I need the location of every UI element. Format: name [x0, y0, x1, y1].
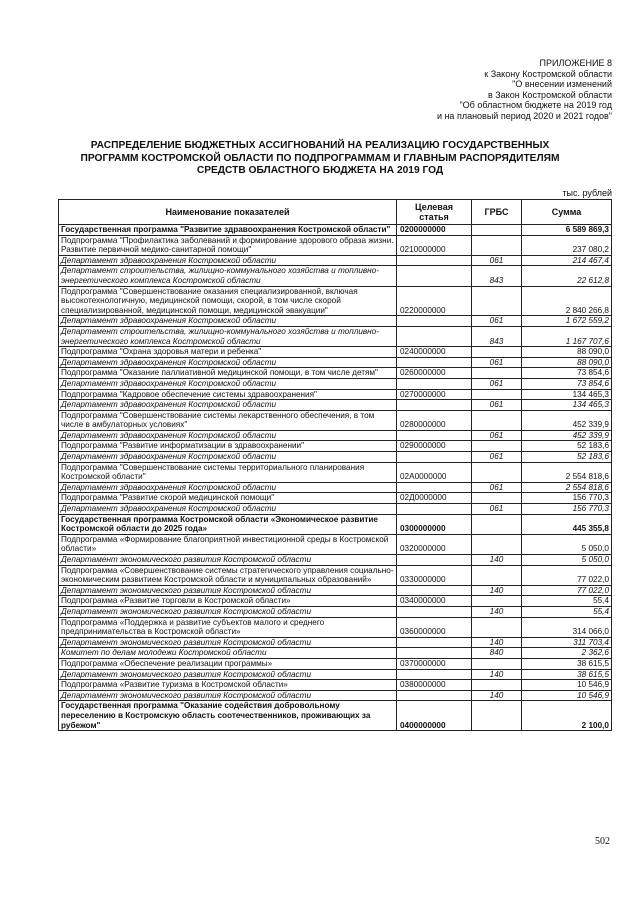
cell-sum: 10 546,9 [522, 690, 612, 701]
table-row [59, 596, 612, 607]
table-row [59, 225, 612, 236]
cell-grbs: 140 [472, 690, 522, 701]
cell-sum: 2 362,6 [522, 648, 612, 659]
cell-grbs: 061 [472, 482, 522, 493]
cell-sum: 38 615,5 [522, 669, 612, 680]
cell-grbs: 843 [472, 326, 522, 346]
cell-name: Подпрограмма «Развитие торговли в Костромской области» [59, 596, 397, 607]
cell-grbs: 843 [472, 266, 522, 286]
cell-sum: 73 854,6 [522, 368, 612, 379]
appendix-block [312, 58, 612, 122]
cell-sum: 10 546,9 [522, 680, 612, 691]
cell-code: 0290000000 [397, 441, 472, 452]
cell-sum: 2 840 266,8 [522, 286, 612, 316]
table-row [59, 555, 612, 566]
table-row [59, 669, 612, 680]
cell-sum: 445 355,8 [522, 514, 612, 534]
cell-sum: 5 050,0 [522, 534, 612, 554]
cell-code: 0300000000 [397, 514, 472, 534]
cell-code [397, 316, 472, 327]
cell-grbs: 061 [472, 504, 522, 515]
cell-sum: 214 467,4 [522, 255, 612, 266]
cell-name: Департамент строительства, жилищно-коммунального хозяйства и топливно-энергетического комплекса Костромской области [59, 266, 397, 286]
table-row [59, 357, 612, 368]
cell-grbs [472, 565, 522, 585]
header-code: Целевая статья [397, 200, 472, 225]
cell-grbs [472, 462, 522, 482]
cell-grbs [472, 347, 522, 358]
cell-name: Департамент экономического развития Костромской области [59, 690, 397, 701]
cell-code: 0270000000 [397, 389, 472, 400]
cell-grbs [472, 441, 522, 452]
table-row [59, 326, 612, 346]
cell-name: Подпрограмма «Поддержка и развитие субъектов малого и среднего предпринимательства в Костромской области» [59, 617, 397, 637]
table-row [59, 255, 612, 266]
cell-name: Департамент здравоохранения Костромской области [59, 400, 397, 411]
table-row [59, 680, 612, 691]
cell-name: Подпрограмма "Кадровое обеспечение системы здравоохранения" [59, 389, 397, 400]
cell-name: Департамент здравоохранения Костромской области [59, 316, 397, 327]
cell-sum: 452 339,9 [522, 410, 612, 430]
cell-name: Департамент экономического развития Костромской области [59, 585, 397, 596]
cell-code: 02А0000000 [397, 462, 472, 482]
table-row [59, 400, 612, 411]
cell-code: 0220000000 [397, 286, 472, 316]
cell-code: 0330000000 [397, 565, 472, 585]
cell-name: Подпрограмма "Совершенствование оказания специализированной, включая высокотехнологичную, медицинской помощи, скорой, в том числе скорой специализированной, медицинской помощи, медицинской эвакуации" [59, 286, 397, 316]
cell-code: 0260000000 [397, 368, 472, 379]
cell-code [397, 504, 472, 515]
cell-grbs: 140 [472, 555, 522, 566]
cell-sum: 88 090,0 [522, 357, 612, 368]
cell-sum: 73 854,6 [522, 378, 612, 389]
cell-grbs [472, 514, 522, 534]
cell-name: Департамент экономического развития Костромской области [59, 637, 397, 648]
table-row [59, 493, 612, 504]
cell-name: Департамент здравоохранения Костромской области [59, 430, 397, 441]
cell-grbs: 840 [472, 648, 522, 659]
cell-sum: 55,4 [522, 606, 612, 617]
cell-sum: 77 022,0 [522, 585, 612, 596]
cell-name: Подпрограмма "Развитие скорой медицинской помощи" [59, 493, 397, 504]
cell-grbs [472, 235, 522, 255]
cell-sum: 2 554 818,6 [522, 482, 612, 493]
cell-name: Департамент здравоохранения Костромской области [59, 378, 397, 389]
cell-code [397, 266, 472, 286]
cell-name: Подпрограмма "Совершенствование системы территориального планирования Костромской области" [59, 462, 397, 482]
cell-name: Комитет по делам молодежи Костромской области [59, 648, 397, 659]
unit-label: тыс. рублей [562, 188, 612, 198]
table-header-row [59, 200, 612, 225]
cell-grbs: 140 [472, 669, 522, 680]
cell-sum: 156 770,3 [522, 504, 612, 515]
cell-grbs: 140 [472, 637, 522, 648]
cell-code [397, 648, 472, 659]
cell-name: Департамент здравоохранения Костромской области [59, 255, 397, 266]
table-row [59, 585, 612, 596]
cell-sum: 156 770,3 [522, 493, 612, 504]
table-row [59, 637, 612, 648]
table-body [59, 225, 612, 731]
cell-name: Департамент экономического развития Костромской области [59, 555, 397, 566]
cell-sum: 1 672 559,2 [522, 316, 612, 327]
cell-grbs: 061 [472, 452, 522, 463]
cell-code [397, 555, 472, 566]
cell-sum: 88 090,0 [522, 347, 612, 358]
cell-name: Департамент здравоохранения Костромской области [59, 452, 397, 463]
cell-sum: 237 080,2 [522, 235, 612, 255]
cell-sum: 452 339,9 [522, 430, 612, 441]
cell-code: 0210000000 [397, 235, 472, 255]
cell-name: Департамент экономического развития Костромской области [59, 606, 397, 617]
title-line: РАСПРЕДЕЛЕНИЕ БЮДЖЕТНЫХ АССИГНОВАНИЙ НА РЕАЛИЗАЦИЮ ГОСУДАРСТВЕННЫХ [90, 140, 550, 151]
cell-name: Подпрограмма "Профилактика заболеваний и формирование здорового образа жизни. Развитие первичной медико-санитарной помощи" [59, 235, 397, 255]
cell-grbs [472, 534, 522, 554]
table-row [59, 565, 612, 585]
cell-code: 0400000000 [397, 701, 472, 731]
table-row [59, 606, 612, 617]
cell-code [397, 606, 472, 617]
table-row [59, 266, 612, 286]
cell-code [397, 255, 472, 266]
cell-grbs [472, 680, 522, 691]
cell-name: Государственная программа "Оказание содействия добровольному переселению в Костромскую область соотечественников, проживающих за рубежом" [59, 701, 397, 731]
cell-code [397, 452, 472, 463]
appendix-line: и на плановый период 2020 и 2021 годов" [436, 110, 612, 121]
cell-code [397, 357, 472, 368]
table-row [59, 347, 612, 358]
table-row [59, 235, 612, 255]
table-row [59, 316, 612, 327]
title-line: ПРОГРАММ КОСТРОМСКОЙ ОБЛАСТИ ПО ПОДПРОГРАММАМ И ГЛАВНЫМ РАСПОРЯДИТЕЛЯМ [80, 152, 560, 164]
cell-sum: 6 589 869,3 [522, 225, 612, 236]
cell-name: Подпрограмма "Охрана здоровья матери и ребенка" [59, 347, 397, 358]
cell-name: Государственная программа Костромской области «Экономическое развитие Костромской области до 2025 года» [59, 514, 397, 534]
cell-grbs: 061 [472, 316, 522, 327]
cell-code [397, 482, 472, 493]
cell-code [397, 585, 472, 596]
appendix-line: в Закон Костромской области [487, 89, 612, 100]
cell-grbs [472, 596, 522, 607]
cell-code: 0320000000 [397, 534, 472, 554]
table-row [59, 378, 612, 389]
cell-code [397, 326, 472, 346]
cell-grbs: 140 [472, 585, 522, 596]
appendix-line: ПРИЛОЖЕНИЕ 8 [539, 58, 612, 68]
cell-code: 0370000000 [397, 658, 472, 669]
table-row [59, 286, 612, 316]
cell-code: 0280000000 [397, 410, 472, 430]
cell-code: 02Д0000000 [397, 493, 472, 504]
cell-grbs [472, 410, 522, 430]
title-line: СРЕДСТВ ОБЛАСТНОГО БЮДЖЕТА НА 2019 ГОД [196, 165, 444, 177]
cell-code [397, 400, 472, 411]
cell-grbs: 061 [472, 430, 522, 441]
cell-grbs [472, 368, 522, 379]
header-sum: Сумма [522, 200, 612, 225]
cell-code: 0360000000 [397, 617, 472, 637]
cell-code: 0240000000 [397, 347, 472, 358]
cell-code: 0340000000 [397, 596, 472, 607]
table-row [59, 658, 612, 669]
cell-grbs [472, 617, 522, 637]
header-grbs: ГРБС [472, 200, 522, 225]
cell-grbs [472, 389, 522, 400]
cell-sum: 5 050,0 [522, 555, 612, 566]
cell-code [397, 669, 472, 680]
cell-name: Подпрограмма «Обеспечение реализации программы» [59, 658, 397, 669]
cell-name: Департамент экономического развития Костромской области [59, 669, 397, 680]
cell-grbs: 061 [472, 378, 522, 389]
page-number: 502 [595, 836, 610, 847]
cell-name: Государственная программа "Развитие здравоохранения Костромской области" [59, 225, 397, 236]
table-row [59, 441, 612, 452]
table-row [59, 462, 612, 482]
cell-sum: 134 465,3 [522, 389, 612, 400]
cell-code [397, 378, 472, 389]
table-row [59, 389, 612, 400]
cell-name: Департамент здравоохранения Костромской области [59, 504, 397, 515]
cell-sum: 314 066,0 [522, 617, 612, 637]
table-row [59, 701, 612, 731]
cell-sum: 52 183,6 [522, 452, 612, 463]
table-row [59, 482, 612, 493]
cell-sum: 52 183,6 [522, 441, 612, 452]
table-row [59, 430, 612, 441]
cell-grbs [472, 493, 522, 504]
budget-table [58, 199, 612, 731]
cell-code: 0200000000 [397, 225, 472, 236]
cell-sum: 2 554 818,6 [522, 462, 612, 482]
cell-grbs: 061 [472, 255, 522, 266]
cell-name: Подпрограмма "Оказание паллиативной медицинской помощи, в том числе детям" [59, 368, 397, 379]
appendix-line: "О внесении изменений [512, 79, 612, 90]
table-row [59, 617, 612, 637]
cell-grbs: 061 [472, 357, 522, 368]
cell-name: Подпрограмма «Формирование благоприятной инвестиционной среды в Костромской области» [59, 534, 397, 554]
cell-code [397, 637, 472, 648]
appendix-line: к Закону Костромской области [484, 68, 612, 79]
cell-sum: 38 615,5 [522, 658, 612, 669]
cell-name: Департамент строительства, жилищно-коммунального хозяйства и топливно-энергетического комплекса Костромской области [59, 326, 397, 346]
table-row [59, 452, 612, 463]
document-title [40, 140, 600, 178]
cell-code: 0380000000 [397, 680, 472, 691]
table-row [59, 690, 612, 701]
table-row [59, 514, 612, 534]
cell-sum: 2 100,0 [522, 701, 612, 731]
cell-grbs: 061 [472, 400, 522, 411]
cell-name: Подпрограмма «Совершенствование системы стратегического управления социально-экономическим развитием Костромской области и муниципальных образований» [59, 565, 397, 585]
cell-grbs: 140 [472, 606, 522, 617]
header-name: Наименование показателей [59, 200, 397, 225]
cell-grbs [472, 286, 522, 316]
cell-code [397, 690, 472, 701]
cell-name: Департамент здравоохранения Костромской области [59, 357, 397, 368]
cell-grbs [472, 701, 522, 731]
table-row [59, 648, 612, 659]
cell-sum: 55,4 [522, 596, 612, 607]
cell-sum: 77 022,0 [522, 565, 612, 585]
cell-sum: 22 612,8 [522, 266, 612, 286]
cell-sum: 1 167 707,6 [522, 326, 612, 346]
table-row [59, 410, 612, 430]
table-row [59, 368, 612, 379]
cell-name: Подпрограмма "Развитие информатизации в здравоохранении" [59, 441, 397, 452]
cell-name: Подпрограмма «Развитие туризма в Костромской области» [59, 680, 397, 691]
cell-code [397, 430, 472, 441]
cell-grbs [472, 225, 522, 236]
cell-name: Департамент здравоохранения Костромской области [59, 482, 397, 493]
appendix-line: "Об областном бюджете на 2019 год [459, 100, 612, 111]
cell-sum: 134 465,3 [522, 400, 612, 411]
cell-name: Подпрограмма "Совершенствование системы лекарственного обеспечения, в том числе в амбулаторных условиях" [59, 410, 397, 430]
cell-sum: 311 703,4 [522, 637, 612, 648]
table-row [59, 534, 612, 554]
table-row [59, 504, 612, 515]
cell-grbs [472, 658, 522, 669]
